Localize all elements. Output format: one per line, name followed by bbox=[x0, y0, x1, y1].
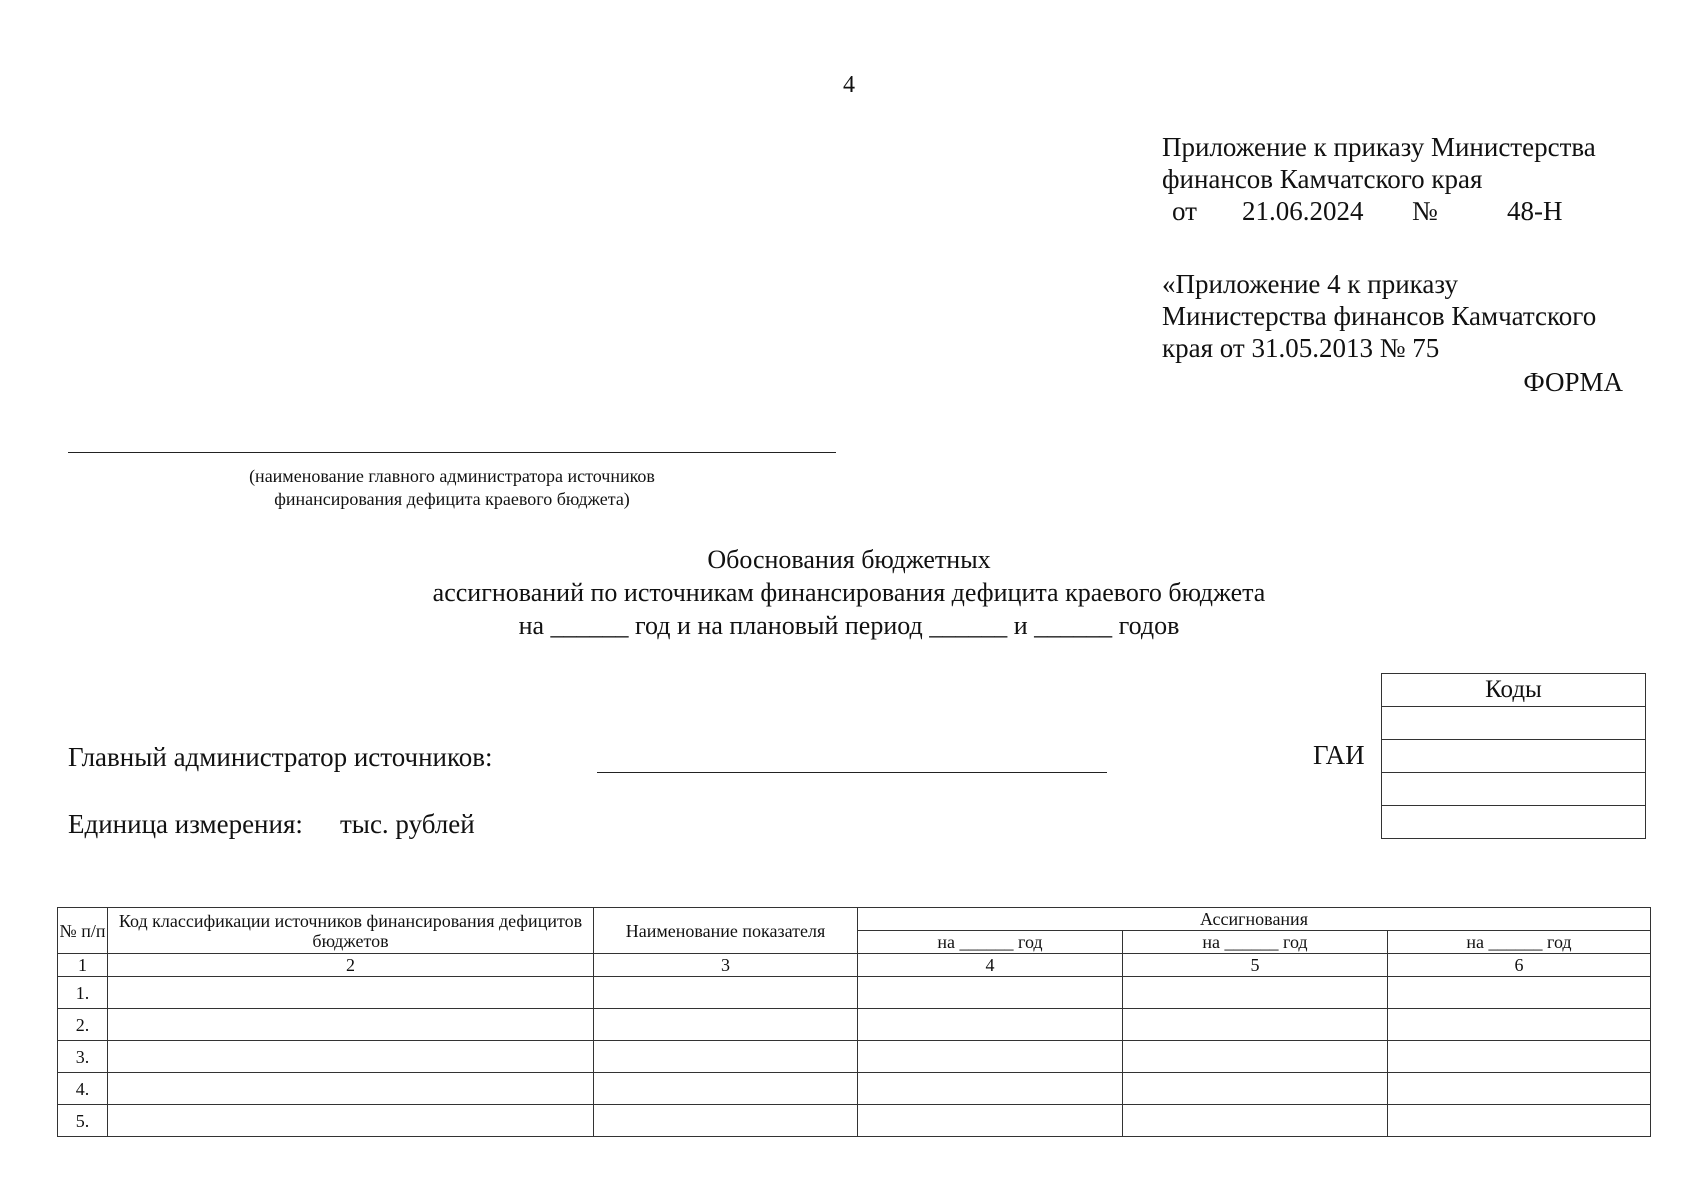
table-cell bbox=[108, 1105, 594, 1137]
appendix-date: 21.06.2024 bbox=[1242, 196, 1364, 226]
appendix-from-label: от bbox=[1172, 196, 1197, 226]
header-name: Наименование показателя bbox=[594, 908, 858, 954]
codes-table bbox=[1381, 673, 1646, 839]
table-cell bbox=[1123, 1105, 1388, 1137]
unit-label: Единица измерения: bbox=[68, 809, 303, 839]
title-line-1: Обоснования бюджетных bbox=[707, 545, 991, 574]
header-code: Код классификации источников финансирования дефицитов бюджетов bbox=[108, 908, 594, 954]
table-cell bbox=[1123, 1041, 1388, 1073]
prev-appendix-line-1: «Приложение 4 к приказу bbox=[1162, 269, 1458, 299]
table-cell bbox=[594, 1041, 858, 1073]
appendix-line-1: Приложение к приказу Министерства bbox=[1162, 132, 1596, 162]
column-number: 5 bbox=[1123, 954, 1388, 977]
document-title bbox=[0, 543, 1698, 642]
table-cell bbox=[1388, 1073, 1651, 1105]
chief-admin-line bbox=[597, 772, 1107, 773]
column-number: 3 bbox=[594, 954, 858, 977]
table-cell bbox=[594, 1073, 858, 1105]
prev-appendix-block bbox=[1162, 268, 1642, 364]
codes-cell bbox=[1382, 773, 1646, 806]
column-number: 1 bbox=[58, 954, 108, 977]
table-cell bbox=[1388, 1009, 1651, 1041]
title-line-2: ассигнований по источникам финансирования дефицита краевого бюджета bbox=[432, 578, 1266, 607]
table-cell bbox=[1123, 1073, 1388, 1105]
table-cell bbox=[594, 1009, 858, 1041]
row-number: 2. bbox=[58, 1009, 108, 1041]
admin-name-caption bbox=[68, 465, 836, 511]
unit-value: тыс. рублей bbox=[340, 809, 475, 839]
table-row bbox=[58, 977, 1651, 1009]
table-cell bbox=[1123, 977, 1388, 1009]
table-cell bbox=[858, 1105, 1123, 1137]
row-number: 3. bbox=[58, 1041, 108, 1073]
table-row bbox=[58, 1105, 1651, 1137]
table-cell bbox=[594, 977, 858, 1009]
table-cell bbox=[1388, 977, 1651, 1009]
admin-caption-line-1: (наименование главного администратора источников bbox=[249, 466, 655, 486]
chief-admin-label: Главный администратор источников: bbox=[68, 742, 493, 772]
row-number: 5. bbox=[58, 1105, 108, 1137]
table-cell bbox=[1388, 1041, 1651, 1073]
gai-label: ГАИ bbox=[1313, 740, 1365, 770]
appendix-line-2: финансов Камчатского края bbox=[1162, 164, 1483, 194]
header-assignments: Ассигнования bbox=[858, 908, 1651, 931]
header-year-1: на ______ год bbox=[858, 931, 1123, 954]
appropriations-table bbox=[57, 907, 1651, 1137]
title-line-3: на ______ год и на плановый период ______ и ______ годов bbox=[518, 611, 1180, 640]
row-number: 1. bbox=[58, 977, 108, 1009]
table-cell bbox=[108, 1041, 594, 1073]
header-num: № п/п bbox=[58, 908, 108, 954]
admin-caption-line-2: финансирования дефицита краевого бюджета) bbox=[274, 489, 630, 509]
codes-cell bbox=[1382, 707, 1646, 740]
column-number: 4 bbox=[858, 954, 1123, 977]
column-number: 6 bbox=[1388, 954, 1651, 977]
table-cell bbox=[858, 1073, 1123, 1105]
table-cell bbox=[108, 977, 594, 1009]
table-cell bbox=[1123, 1009, 1388, 1041]
table-cell bbox=[858, 1041, 1123, 1073]
header-year-2: на ______ год bbox=[1123, 931, 1388, 954]
codes-header: Коды bbox=[1382, 674, 1646, 707]
page-number: 4 bbox=[843, 72, 855, 98]
table-cell bbox=[1388, 1105, 1651, 1137]
appendix-date-row bbox=[1162, 195, 1642, 227]
table-cell bbox=[108, 1009, 594, 1041]
table-cell bbox=[858, 1009, 1123, 1041]
form-mark: ФОРМА bbox=[1523, 367, 1623, 397]
prev-appendix-line-3: края от 31.05.2013 № 75 bbox=[1162, 333, 1440, 363]
table-cell bbox=[108, 1073, 594, 1105]
codes-cell bbox=[1382, 806, 1646, 839]
header-year-3: на ______ год bbox=[1388, 931, 1651, 954]
appendix-block bbox=[1162, 131, 1642, 227]
table-row bbox=[58, 1009, 1651, 1041]
admin-name-line bbox=[68, 452, 836, 453]
appendix-number: 48-Н bbox=[1507, 196, 1563, 226]
table-row bbox=[58, 1041, 1651, 1073]
row-number: 4. bbox=[58, 1073, 108, 1105]
table-row bbox=[58, 1073, 1651, 1105]
column-number: 2 bbox=[108, 954, 594, 977]
table-cell bbox=[594, 1105, 858, 1137]
table-cell bbox=[858, 977, 1123, 1009]
appendix-number-sign: № bbox=[1412, 196, 1438, 226]
codes-cell-gai bbox=[1382, 740, 1646, 773]
prev-appendix-line-2: Министерства финансов Камчатского bbox=[1162, 301, 1597, 331]
